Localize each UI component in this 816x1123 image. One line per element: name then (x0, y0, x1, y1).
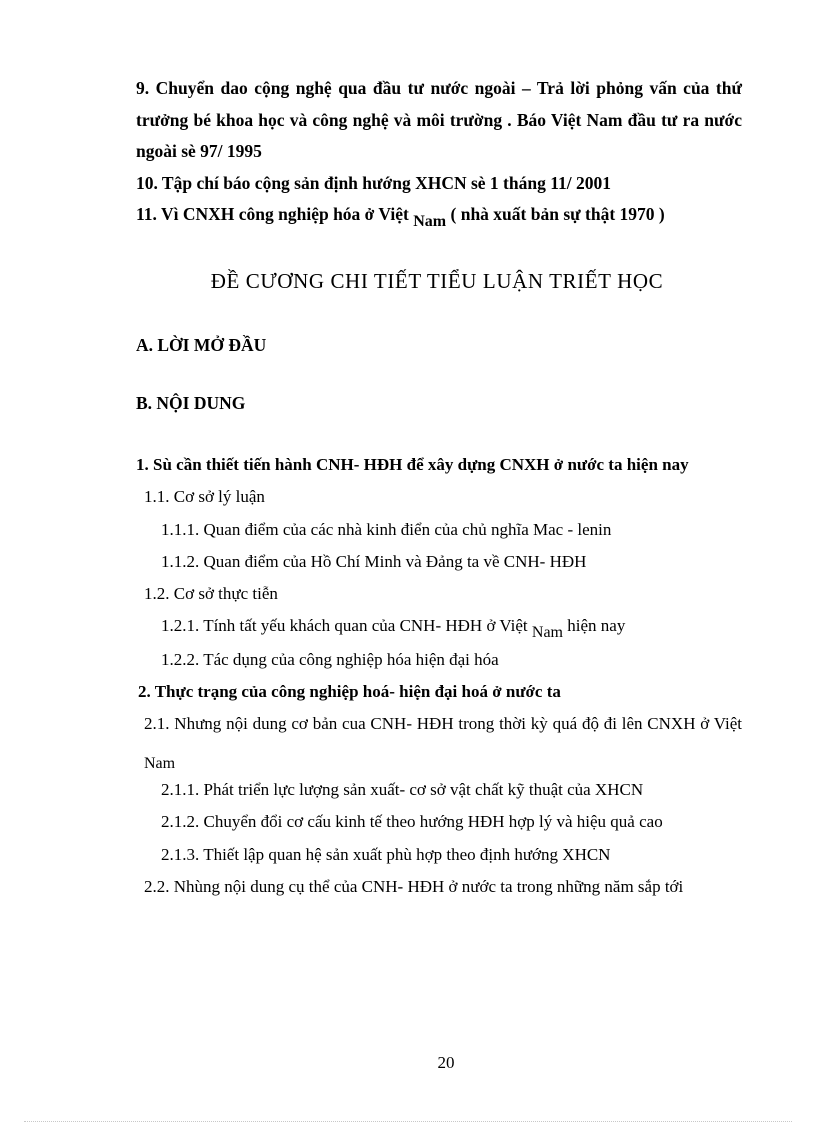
reference-item: 9. Chuyển dao cộng nghệ qua đầu tư nước ngoài – Trả lời phỏng vấn của thứ trưởng bé khoa học và công nghệ và môi trường . Báo Việt Nam đầu tư ra nước ngoài sè 97/ 1995 (136, 78, 742, 161)
outline-heading: 1. Sù cần thiết tiến hành CNH- HĐH để xây dựng CNXH ở nước ta hiện nay (136, 455, 689, 474)
outline-subitem: 2.1.2. Chuyển đổi cơ cấu kinh tế theo hướng HĐH hợp lý và hiệu quả cao (161, 812, 663, 832)
outline-item: 1.1. Cơ sở lý luận (144, 487, 265, 507)
reference-item: 11. Vì CNXH công nghiệp hóa ở Việt Nam ( nhà xuất bản sự thật 1970 ) (136, 204, 665, 230)
document-title: ĐỀ CƯƠNG CHI TIẾT TIỂU LUẬN TRIẾT HỌC (210, 269, 664, 293)
outline-item: 2.1. Nhưng nội dung cơ bản cua CNH- HĐH trong thời kỳ quá độ đi lên CNXH ở Việt Nam (144, 714, 742, 772)
outline-subitem: 2.1.3. Thiết lập quan hệ sản xuất phù hợp theo định hướng XHCN (161, 844, 611, 864)
outline-subitem: 2.1.1. Phát triển lực lượng sản xuất- cơ sở vật chất kỹ thuật của XHCN (161, 779, 644, 799)
outline-item: 2.2. Nhùng nội dung cụ thể của CNH- HĐH ở nước ta trong những năm sắp tới (144, 876, 684, 896)
outline-item: 1.2. Cơ sở thực tiễn (144, 584, 278, 604)
outline-heading: 2. Thực trạng của công nghiệp hoá- hiện đại hoá ở nước ta (138, 682, 561, 702)
outline-subitem: 1.1.1. Quan điểm của các nhà kinh điển của chủ nghĩa Mac - lenin (161, 519, 612, 539)
outline-subitem: 1.2.1. Tính tất yếu khách quan của CNH- HĐH ở Việt Nam hiện nay (161, 616, 626, 642)
outline-subitem: 1.2.2. Tác dụng của công nghiệp hóa hiện đại hóa (161, 649, 499, 669)
section-heading-b: B. NỘI DUNG (136, 393, 246, 413)
page-border (24, 1121, 792, 1122)
outline-subitem: 1.1.2. Quan điểm của Hồ Chí Minh và Đảng ta về CNH- HĐH (161, 551, 587, 571)
reference-list (136, 73, 742, 232)
reference-item: 10. Tập chí báo cộng sản định hướng XHCN sè 1 tháng 11/ 2001 (136, 172, 611, 193)
outline-list (136, 449, 742, 903)
page-number: 20 (437, 1053, 455, 1072)
section-heading-a: A. LỜI MỞ ĐẦU (136, 335, 267, 355)
